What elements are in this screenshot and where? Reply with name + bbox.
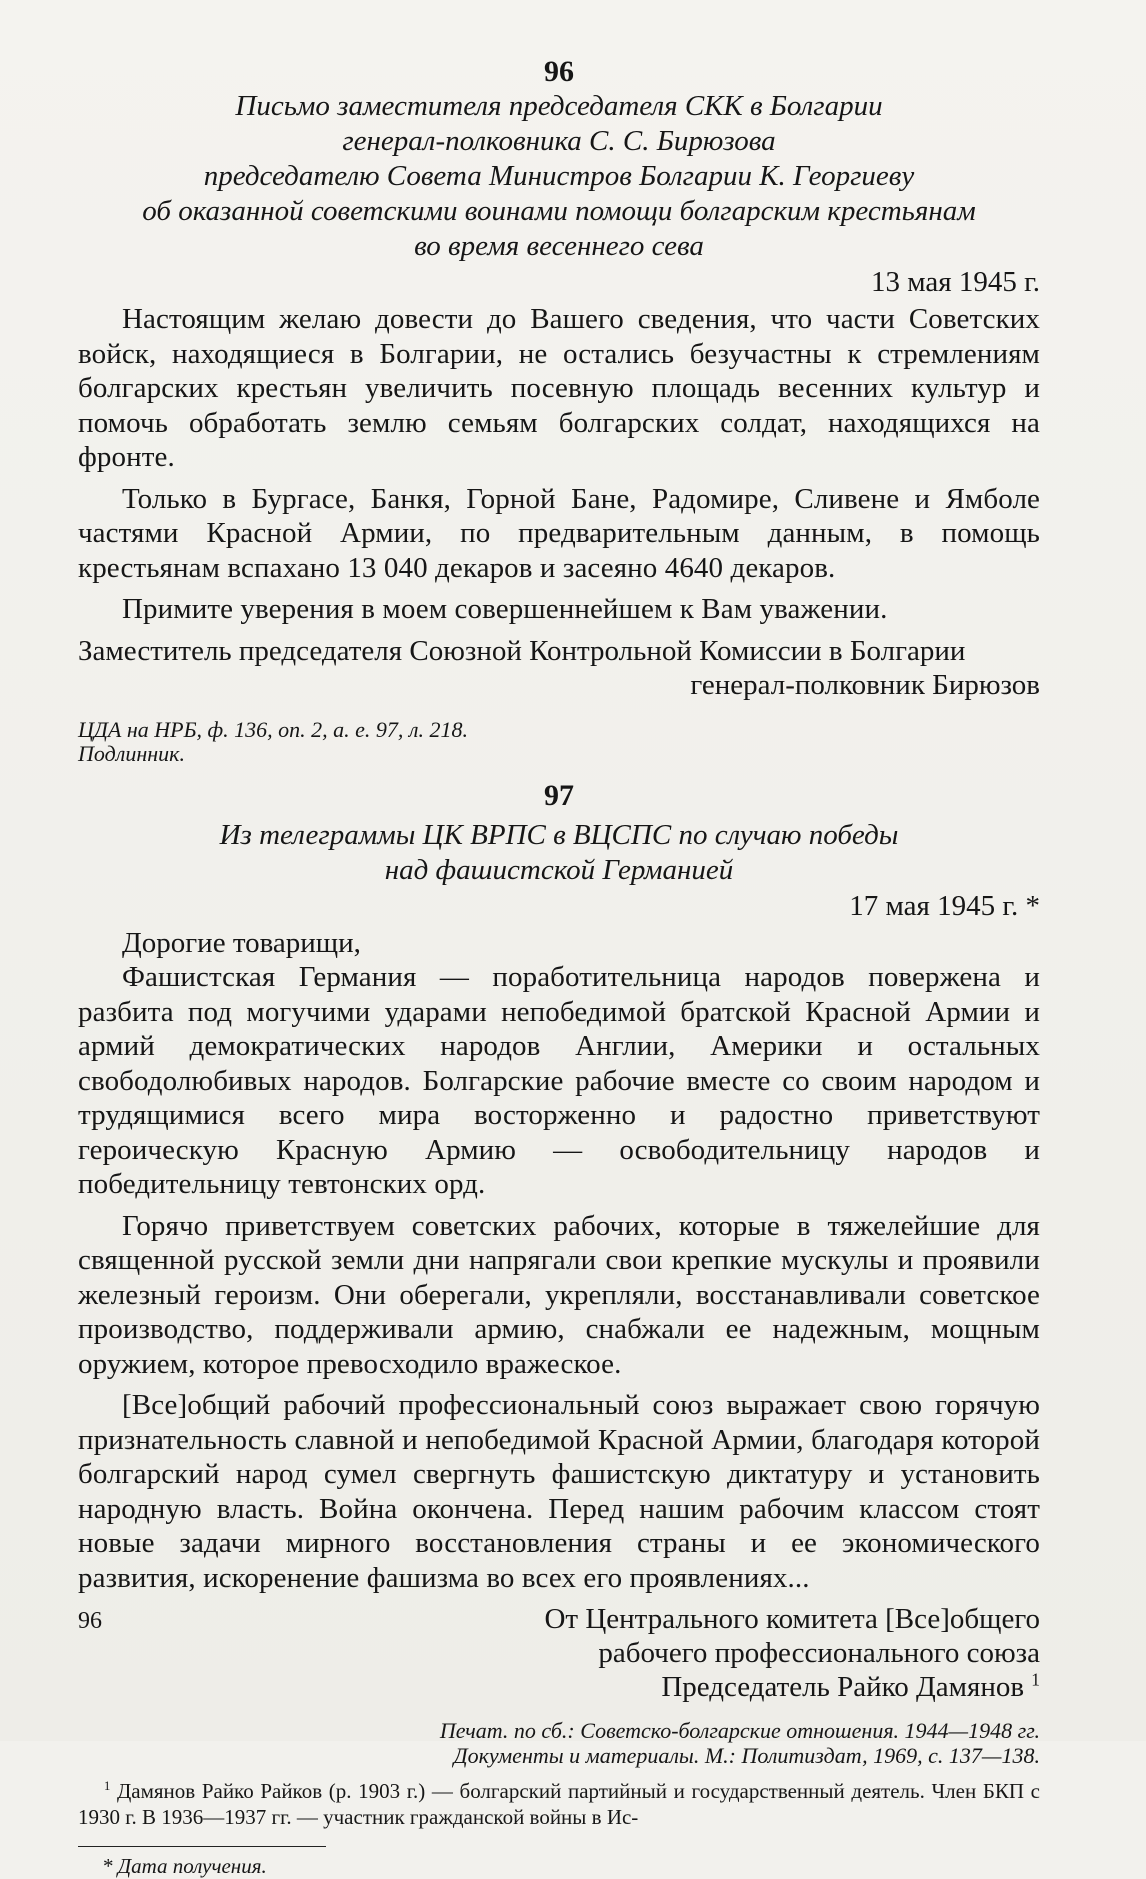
page-number: 96 <box>78 1608 102 1634</box>
publication-line: Печат. по сб.: Советско-болгарские отношения. 1944—1948 гг. <box>439 1718 1040 1743</box>
body-paragraph: Фашистская Германия — поработительница народов повержена и разбита под могучими ударами непобедимой братской Красной Армии и армий демократических народов Англии, Америки и остальных свободолюбивых народов. Болгарские рабочие вместе со своим народом и трудящимися всего мира восторженно и радостно приветствуют героическую Красную Армию — освободительницу народов и победительницу тевтонских орд. <box>78 961 1040 1200</box>
page-content <box>78 56 1040 1879</box>
body-paragraph: Примите уверения в моем совершеннейшем к Вам уважении. <box>122 593 888 625</box>
body-paragraph: Горячо приветствуем советских рабочих, которые в тяжелейшие для священной русской земли дни напрягали свои крепкие мускулы и проявили железный героизм. Они оберегали, укрепляли, восстанавливали советское производство, поддерживали армию, снабжали ее надежным, мощным оружием, которое превосходило вражеское. <box>78 1209 1040 1380</box>
signature-title: Заместитель председателя Союзной Контрольной Комиссии в Болгарии <box>78 634 966 667</box>
archive-reference <box>78 718 1040 766</box>
title-line: во время весеннего сева <box>414 230 704 262</box>
body-paragraph: Настоящим желаю довести до Вашего сведения, что части Советских войск, находящиеся в Болгарии, не остались безучастны к стремлениям болгарских крестьян увеличить посевную площадь весенних культур и помочь обработать землю семьям болгарских солдат, находящихся на фронте. <box>78 303 1040 473</box>
title-line: об оказанной советскими воинами помощи болгарским крестьянам <box>142 195 976 227</box>
signature-line <box>78 1670 1040 1704</box>
archive-ref-line: ЦДА на НРБ, ф. 136, оп. 2, а. е. 97, л. 218. <box>78 716 469 742</box>
footnote-marker: 1 <box>1031 1669 1040 1690</box>
signature-name: генерал-полковник Бирюзов <box>690 668 1040 701</box>
signature-line: рабочего профессионального союза <box>598 1637 1040 1669</box>
signature-line: От Центрального комитета [Все]общего <box>544 1603 1040 1635</box>
document-date: 13 мая 1945 г. <box>871 266 1040 298</box>
footnote-divider <box>78 1846 326 1847</box>
publication-line: Документы и материалы. М.: Политиздат, 1969, с. 137—138. <box>453 1743 1040 1768</box>
document-section <box>78 780 1040 1769</box>
footnote <box>78 1778 1040 1830</box>
document-title <box>78 89 1040 264</box>
document-number: 97 <box>544 778 574 812</box>
footnote-marker: 1 <box>104 1779 111 1793</box>
body-paragraph: [Все]общий рабочий профессиональный союз выражает свою горячую признательность славной и непобедимой Красной Армии, благодаря которой болгарский народ сумел свергнуть фашистскую диктатуру и установить народную власть. Война окончена. Перед нашим рабочим классом стоят новые задачи мирного восстановления страны и ее экономического развития, искоренение фашизма во всех его проявлениях... <box>78 1389 1040 1594</box>
title-line: генерал-полковника С. С. Бирюзова <box>342 125 776 157</box>
greeting: Дорогие товарищи, <box>122 926 361 959</box>
title-line: Письмо заместителя председателя СКК в Болгарии <box>235 90 883 122</box>
archive-note: Подлинник. <box>78 740 185 766</box>
document-number: 96 <box>544 55 574 88</box>
document-date: 17 мая 1945 г. * <box>849 889 1040 922</box>
footnote-text: Дамянов Райко Райков (р. 1903 г.) — болгарский партийный и государственный деятель. Член БКП с 1930 г. В 1936—1937 гг. — участник гражданской войны в Ис- <box>78 1779 1040 1829</box>
document-title <box>78 818 1040 888</box>
body-paragraph: Только в Бургасе, Банкя, Горной Бане, Радомире, Сливене и Ямболе частями Красной Армии, по предварительным данным, в помощь крестьянам вспахано 13 040 декаров и засеяно 4640 декаров. <box>78 482 1040 584</box>
signature-name: Председатель Райко Дамянов <box>661 1671 1025 1703</box>
title-line: над фашистской Германией <box>384 853 734 886</box>
footnote-date-note: * Дата получения. <box>102 1854 267 1878</box>
publication-reference <box>78 1718 1040 1768</box>
title-line: Из телеграммы ЦК ВРПС в ВЦСПС по случаю победы <box>219 818 899 851</box>
signature-block <box>78 1602 1040 1704</box>
title-line: председателю Совета Министров Болгарии К. Георгиеву <box>203 160 915 192</box>
